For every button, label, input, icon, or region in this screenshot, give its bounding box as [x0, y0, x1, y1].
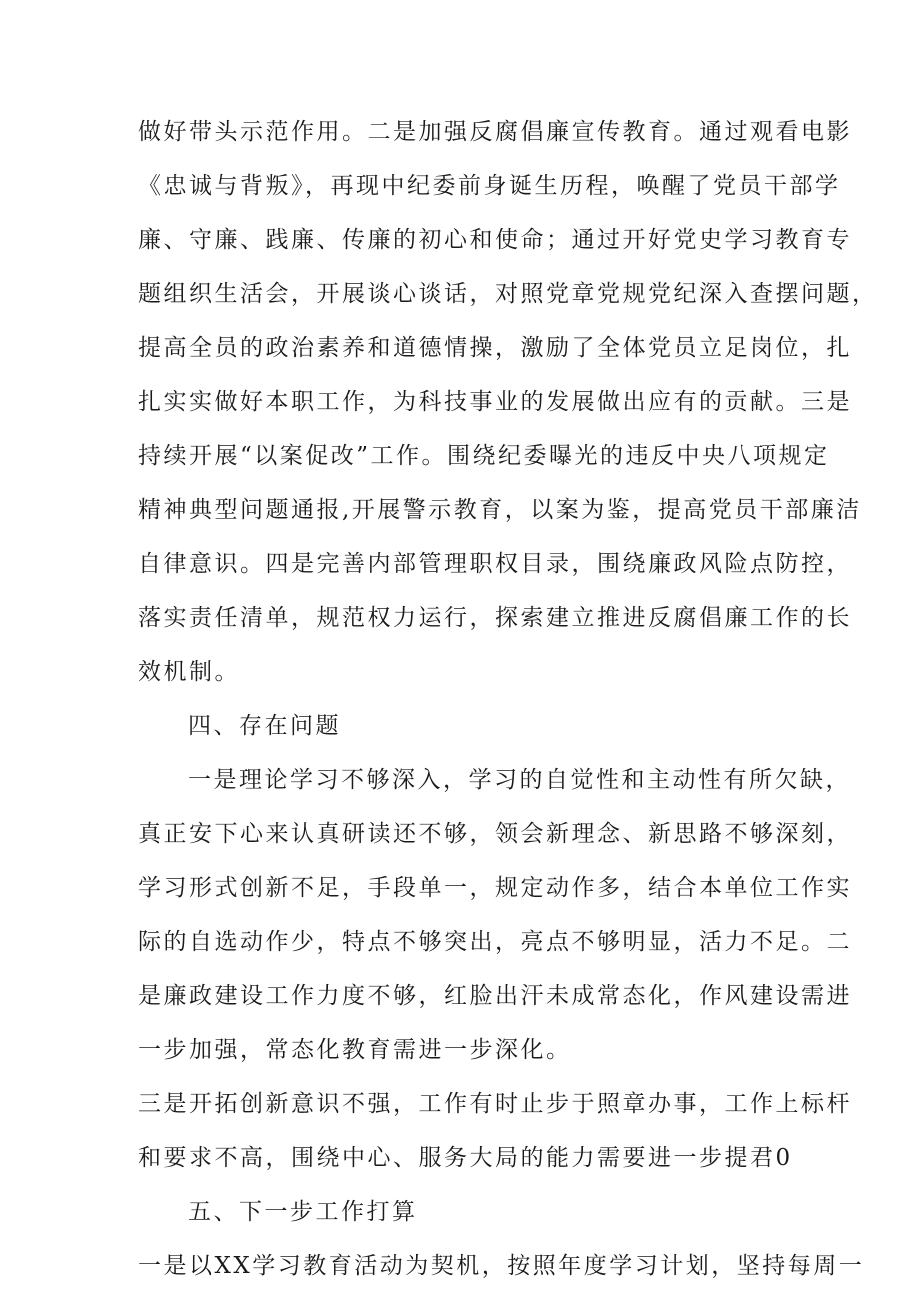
paragraph-line: 一步加强，常态化教育需进一步深化。 — [138, 1037, 572, 1063]
paragraph-line: 效机制。 — [138, 659, 240, 685]
paragraph-line: 题组织生活会，开展谈心谈话，对照党章党规党纪深入查摆问题， — [138, 281, 878, 307]
paragraph-line: 精神典型问题通报,开展警示教育，以案为鉴，提高党员干部廉洁 — [138, 497, 862, 523]
paragraph-line: 落实责任清单，规范权力运行，探索建立推进反腐倡廉工作的长 — [138, 605, 852, 631]
paragraph-line: 做好带头示范作用。二是加强反腐倡廉宣传教育。通过观看电影 — [138, 119, 852, 145]
paragraph-line: 持续开展“以案促改”工作。围绕纪委曝光的违反中央八项规定 — [138, 443, 830, 469]
paragraph-line: 是廉政建设工作力度不够，红脸出汗未成常态化，作风建设需进 — [138, 983, 852, 1009]
paragraph-line: 《忠诚与背叛》，再现中纪委前身诞生历程，唤醒了党员干部学 — [138, 173, 841, 199]
paragraph-line: 和要求不高，围绕中心、服务大局的能力需要进一步提君0 — [138, 1145, 793, 1171]
paragraph-line: 学习形式创新不足，手段单一，规定动作多，结合本单位工作实 — [138, 875, 852, 901]
paragraph-line: 扎实实做好本职工作，为科技事业的发展做出应有的贡献。三是 — [138, 389, 852, 415]
paragraph-line: 际的自选动作少，特点不够突出，亮点不够明显，活力不足。二 — [138, 929, 852, 955]
section-heading-issues: 四、存在问题 — [188, 713, 341, 739]
paragraph-line: 三是开拓创新意识不强，工作有时止步于照章办事，工作上标杆 — [138, 1091, 852, 1117]
paragraph-line: 提高全员的政治素养和道德情操，激励了全体党员立足岗位，扎 — [138, 335, 852, 361]
section-heading-next-steps: 五、下一步工作打算 — [188, 1199, 418, 1225]
paragraph-line: 真正安下心来认真研读还不够，领会新理念、新思路不够深刻， — [138, 821, 852, 847]
paragraph-line: 廉、守廉、践廉、传廉的初心和使命；通过开好党史学习教育专 — [138, 227, 852, 253]
paragraph-line: 自律意识。四是完善内部管理职权目录，围绕廉政风险点防控， — [138, 551, 852, 577]
paragraph-line: 一是以XX学习教育活动为契机，按照年度学习计划，坚持每周一 — [138, 1253, 865, 1279]
paragraph-line: 一是理论学习不够深入，学习的自觉性和主动性有所欠缺， — [188, 767, 851, 793]
